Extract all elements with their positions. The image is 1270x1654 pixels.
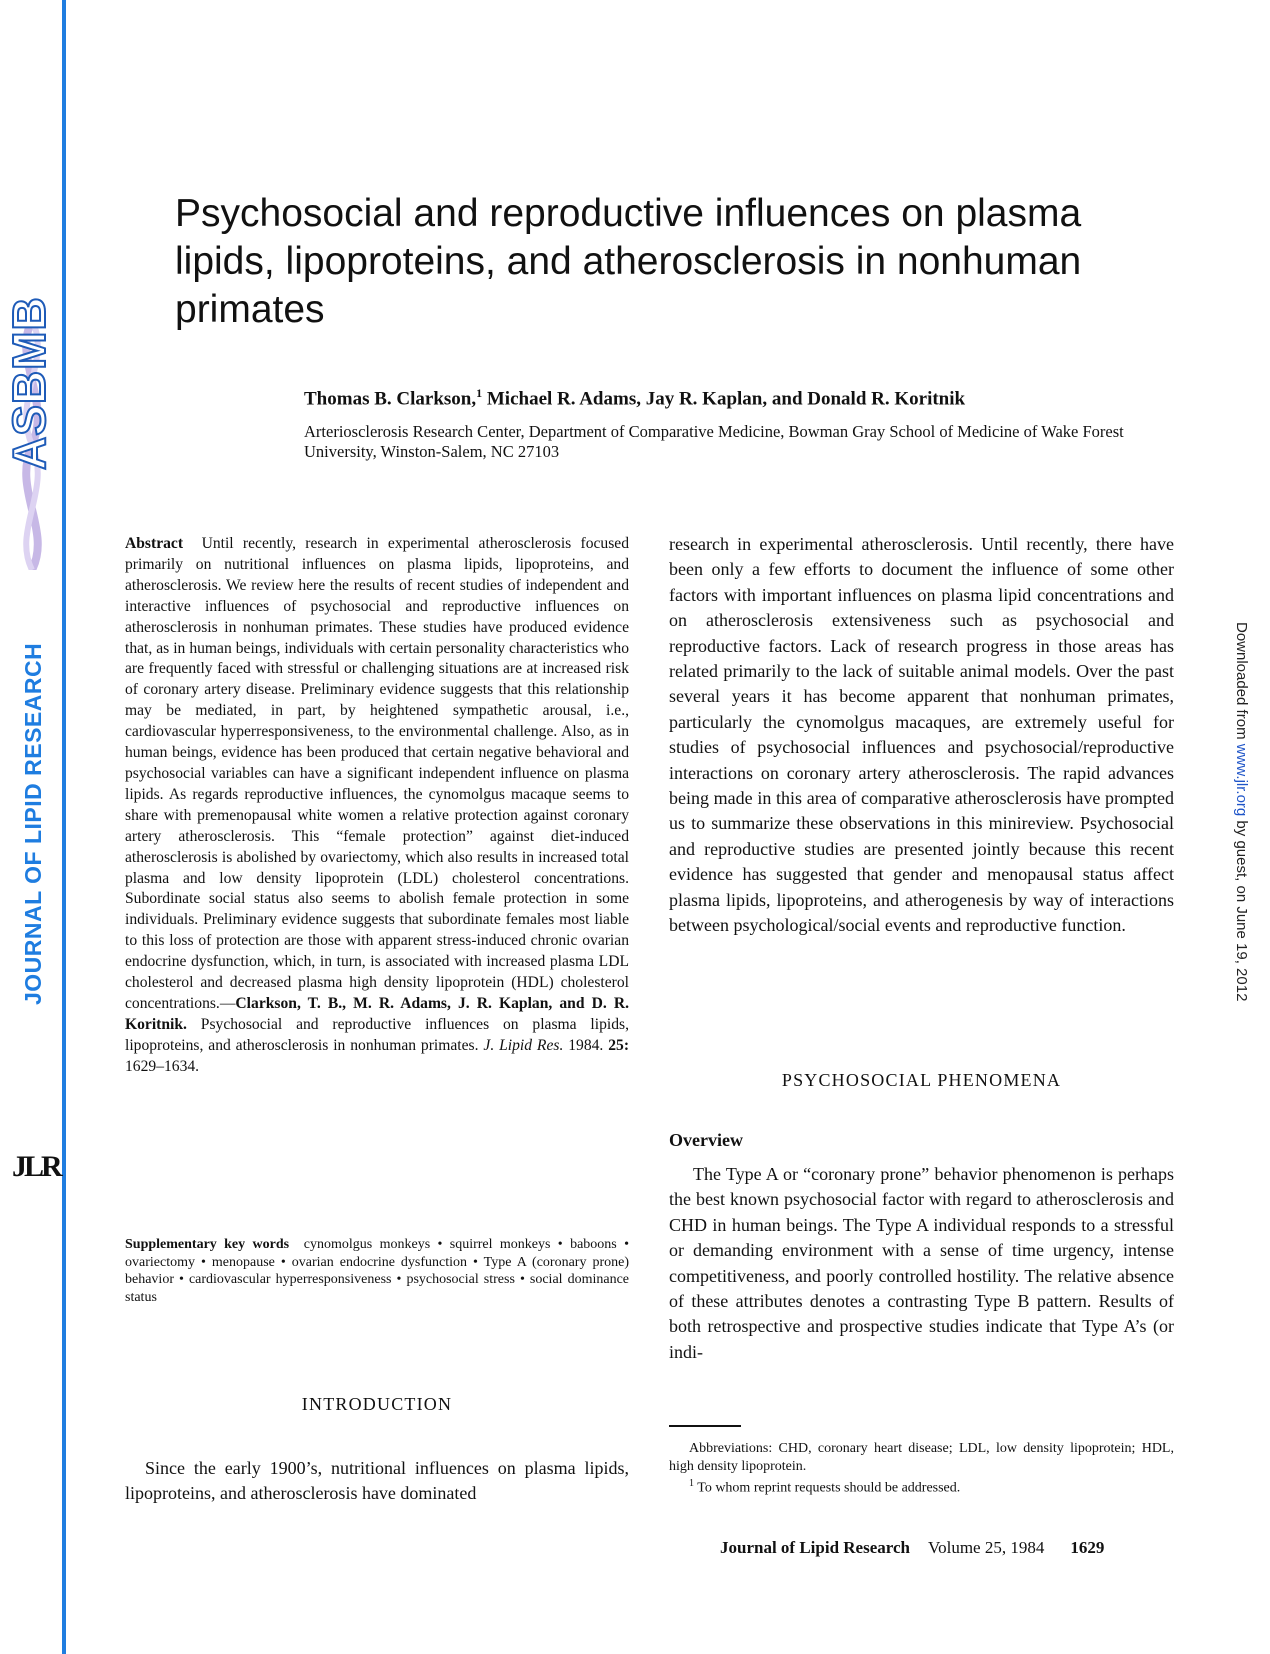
other-authors: Michael R. Adams, Jay R. Kaplan, and Donald R. Koritnik: [482, 388, 966, 410]
download-note-prefix: Downloaded from: [1233, 622, 1250, 744]
journal-vertical-text: JOURNAL OF LIPID RESEARCH: [20, 642, 46, 1005]
reprint-footnote: [669, 1475, 1174, 1497]
keywords-label: Supplementary key words: [125, 1237, 290, 1252]
abbreviations-footnote: Abbreviations: CHD, coronary heart disease; LDL, low density lipoprotein; HDL, high density lipoprotein.: [669, 1441, 1174, 1474]
introduction-text-right: research in experimental atherosclerosis. Until recently, there have been only a few efforts to document the influence of some other factors with important influences on plasma lipid concentrations and on atherosclerosis extensiveness such as psychosocial and reproductive factors. Lack of research progress in those areas has related primarily to the lack of suitable animal models. Over the past several years it has become apparent that nonhuman primates, particularly the cynomolgus macaques, are extremely useful for studies of psychosocial influences and psychosocial/reproductive interactions on coronary artery atherosclerosis. The rapid advances being made in this area of comparative atherosclerosis have prompted us to summarize these observations in this minireview. Psychosocial and reproductive studies are presented jointly because this recent evidence has suggested that gender and menopausal status affect plasma lipids, lipoproteins, and atherogenesis by way of interactions between psychological/social events and reproductive function.: [669, 534, 1174, 936]
page-footer: [720, 1538, 1175, 1558]
citation-journal: J. Lipid Res.: [483, 1036, 564, 1054]
overview-text: The Type A or “coronary prone” behavior phenomenon is perhaps the best known psychosocial factor with regard to atherosclerosis and CHD in human beings. The Type A individual responds to a stressful or demanding environment with a sense of time urgency, intense competitiveness, and poorly controlled hostility. The relative absence of these attributes denotes a contrasting Type B pattern. Results of both retrospective and prospective studies indicate that Type A’s (or indi-: [669, 1164, 1174, 1362]
citation-year: 1984.: [563, 1036, 609, 1054]
overview-subheading: Overview: [669, 1130, 743, 1150]
download-note-suffix: by guest, on June 19, 2012: [1233, 816, 1250, 1002]
margin-rule: [62, 0, 66, 1654]
citation-volume: 25:: [608, 1036, 630, 1054]
footnotes: [669, 1440, 1174, 1497]
reprint-footnote-marker: 1: [689, 1478, 694, 1489]
citation-title: Psychosocial and reproductive influences on plasma lipids, lipoproteins, and atherosclerosis in nonhuman primates.: [125, 1015, 629, 1054]
abstract: [125, 534, 629, 1078]
citation-pages: 1629–1634.: [125, 1057, 200, 1075]
abstract-text: Until recently, research in experimental atherosclerosis focused primarily on nutritional influences on plasma lipids, lipoproteins, and atherosclerosis. We review here the results of recent studies of independent and interactive influences of psychosocial and reproductive influences on atherosclerosis in nonhuman primates. These studies have produced evidence that, as in human beings, individuals with certain personality characteristics who are frequently faced with stressful or challenging situations are at increased risk of coronary artery disease. Preliminary evidence suggests that this relationship may be mediated, in part, by heightened sympathetic arousal, i.e., cardiovascular hyperresponsiveness, to the environmental challenge. Also, as in human beings, evidence has been produced that certain negative behavioral and psychosocial variables can have a significant independent influence on plasma lipids. As regards reproductive influences, the cynomolgus macaque seems to share with premenopausal white women a relative protection against coronary artery atherosclerosis. This “female protection” against diet-induced atherosclerosis is abolished by ovariectomy, which also results in increased total plasma and low density lipoprotein (LDL) cholesterol concentrations. Subordinate social status also seems to abolish female protection in some individuals. Preliminary evidence suggests that subordinate females most liable to this loss of protection are those with apparent stress-induced chronic ovarian endocrine dysfunction, which, in turn, is associated with increased plasma LDL cholesterol and decreased plasma high density lipoprotein (HDL) cholesterol concentrations.—: [125, 535, 629, 1012]
reprint-footnote-text: To whom reprint requests should be addressed.: [694, 1480, 961, 1496]
article-title: Psychosocial and reproductive influences on plasma lipids, lipoproteins, and atherosclerosis in nonhuman primates: [175, 192, 1082, 331]
author-list: [304, 386, 965, 410]
introduction-heading: INTRODUCTION: [301, 1394, 453, 1414]
abstract-label: Abstract: [125, 535, 184, 552]
page-number: 1629: [1070, 1538, 1105, 1557]
psychosocial-heading: PSYCHOSOCIAL PHENOMENA: [781, 1070, 1062, 1090]
jlr-logo: JLR: [12, 1150, 60, 1183]
jlr-link[interactable]: www.jlr.org: [1233, 743, 1250, 817]
asbmb-logo-text: ASBMB: [3, 296, 55, 470]
citation-authors: Clarkson, T. B., M. R. Adams, J. R. Kaplan, and D. R. Koritnik.: [125, 994, 629, 1033]
author-footnote-marker: 1: [476, 386, 483, 400]
footnote-rule: [669, 1425, 741, 1427]
keywords-text: cynomolgus monkeys • squirrel monkeys • baboons • ovariectomy • menopause • ovarian endocrine dysfunction • Type A (coronary prone) behavior • cardiovascular hyperresponsiveness • psychosocial stress • social dominance status: [125, 1237, 629, 1305]
footer-volume: Volume 25, 1984: [928, 1538, 1045, 1557]
affiliation: Arteriosclerosis Research Center, Department of Comparative Medicine, Bowman Gray School of Medicine of Wake Forest University, Winston-Salem, NC 27103: [304, 422, 1124, 461]
introduction-text-left: Since the early 1900’s, nutritional influences on plasma lipids, lipoproteins, and atherosclerosis have dominated: [125, 1458, 629, 1503]
first-author: Thomas B. Clarkson,: [304, 388, 477, 410]
footer-journal: Journal of Lipid Research: [720, 1538, 911, 1557]
keywords: [125, 1236, 629, 1306]
